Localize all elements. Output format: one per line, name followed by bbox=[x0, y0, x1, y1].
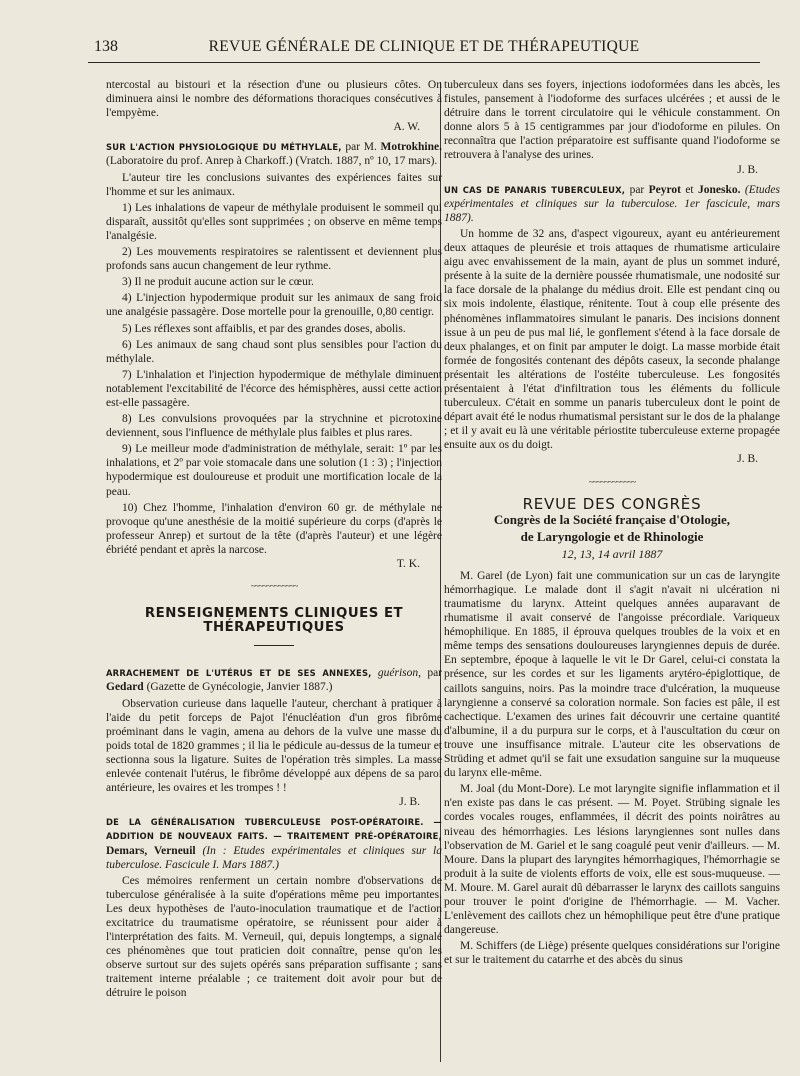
list-item: 1) Les inhalations de vapeur de méthylale produisent le sommeil qui disparaît, aussitôt qu'elles sont supprimées ; on observe en même temps l'analgésie. bbox=[106, 201, 442, 242]
article-author: Jonesko. bbox=[698, 183, 741, 196]
article-author: Gedard bbox=[106, 681, 144, 694]
paragraph: Un homme de 32 ans, d'aspect vigoureux, ayant eu antérieurement deux attaques de pleurésie et trois attaques de rhumatisme articulaire aigu avec envahissement de la main, ayant de plus un sommet induré, présente à la suite de la dernière poussée rhumatismale, une nodosité sur la face dorsale de la phalange du médius droit. Elle est pendant cinq ou six mois indolente, élastique, rénitente. Tout à coup elle présente des phénomènes inflammatoires simulant le panaris. Des incisions donnent issue à un peu de pus mal lié, le gonflement s'étend à la face dorsale de deux phalanges, et on finit par amputer le doigt. La masse morbide était formée de fongosités contenant des dépôts caseux, la seconde phalange présentait les altérations de l'ostéite tuberculeuse. Les fongosités présentaient à l'état d'infiltration tous les éléments du follicule tuberculeux. C'était en somme un panaris tuberculeux dont le point de départ avait été le nodus rhumatismal persistant sur le dos de la phalange ; et il y avait eu là une véritable périostite tuberculeuse externe propagée ensuite aux os du doigt. J. B. bbox=[444, 227, 780, 466]
page-header bbox=[88, 36, 760, 63]
continued-paragraph: ntercostal au bistouri et la résection d'une ou plusieurs côtes. On diminuera ainsi le nombre des déformations thoraciques consécutives à l'empyème. A. W. bbox=[106, 79, 442, 134]
article-reference: (Laboratoire du prof. Anrep à Charkoff.) (Vratch. 1887, nº 10, 17 mars). bbox=[106, 155, 438, 168]
signature: J. B. bbox=[399, 796, 420, 809]
list-item: 3) Il ne produit aucune action sur le cœur. bbox=[122, 276, 314, 289]
paragraph: Observation curieuse dans laquelle l'auteur, cherchant à pratiquer à l'aide du petit forceps de Pajot l'énucléation d'un gros fibrôme proéminant dans le vagin, amena au dehors de la vulve une masse du poids total de 1820 grammes ; il lia le pédicule au-dessus de la tumeur et sectionna sous la ligature. Suites de l'opération très simples. La masse enlevée contenait l'utérus, le fibrôme développé aux dépens de sa paroi antérieure, les ovaires et les trompes ! ! J. B. bbox=[106, 697, 442, 809]
section-rule bbox=[254, 645, 294, 646]
congres-subtitle: Congrès de la Société française d'Otologie, bbox=[493, 511, 731, 527]
section-title-congres: REVUE DES CONGRÈS bbox=[522, 494, 702, 513]
article-authors: Demars, Verneuil bbox=[106, 844, 196, 857]
list-item: 2) Les mouvements respiratoires se ralentissent et deviennent plus profonds sans aucun changement de leur rythme. bbox=[106, 246, 442, 273]
congres-date: 12, 13, 14 avril 1887 bbox=[561, 546, 663, 561]
list-item: 10) Chez l'homme, l'inhalation d'environ 60 gr. de méthylale ne provoque qu'une anesthésie de la moitié supérieure du corps (d'après le professeur Anrep) et surtout de la tête (d'après l'auteur) et une légère ébriété pendant et après la narcose. T. K. bbox=[106, 501, 442, 570]
list-item: 6) Les animaux de sang chaud sont plus sensibles pour l'action du méthylale. bbox=[106, 338, 442, 365]
article-title-caps: UN CAS DE PANARIS TUBERCULEUX, bbox=[444, 184, 626, 195]
continued-paragraph: tuberculeux dans ses foyers, injections iodoformées dans les abcès, les fistules, pansement à l'iodoforme des surfaces ulcérées ; et aussi de le détruire dans le torrent circulatoire qui le véhicule constamment. On donne alors 5 à 15 centigrammes par jour d'iodoforme en pilules. On reconnaîtra que l'action préparatoire est suffisante quand l'iodoforme se retrouvera à l'analyse des urines. J. B. bbox=[444, 79, 780, 176]
signature: J. B. bbox=[737, 163, 758, 176]
article-author: Motrokhine. bbox=[380, 141, 442, 154]
signature: A. W. bbox=[393, 121, 420, 134]
list-item: 9) Le meilleur mode d'administration de méthylale, serait: 1º par les inhalations, et 2º par voie stomacale dans une solution (1 : 3) ; l'injection hypodermique est douloureuse et produit une mortification locale de la peau. bbox=[106, 443, 442, 498]
paragraph: L'auteur tire les conclusions suivantes des expériences faites sur l'homme et sur les animaux. bbox=[106, 171, 442, 198]
article-reference: (In : Etudes expérimentales et cliniques sur la tuberculose. Fascicule I. Mars 1887.) bbox=[106, 844, 442, 871]
left-column bbox=[106, 78, 442, 1003]
signature: J. B. bbox=[737, 453, 758, 466]
ornament-divider: ~~~~~~~~~~~~ bbox=[250, 581, 298, 592]
congres-subtitle: de Laryngologie et de Rhinologie bbox=[520, 528, 704, 544]
paragraph: M. Joal (du Mont-Dore). Le mot laryngite signifie inflammation et il n'en existe pas dans le cas présent. — M. Poyet. Strübing signale les cordes vocales rouges, enflammées, il décrit des points noirâtres au niveau des hémorrhagies. Les lésions laryngiennes sont nulles dans l'observation de M. Gariel et le sang coagulé peut venir d'ailleurs. — M. Moure. Dans la plupart des laryngites hémorrhagiques, l'hémorrhagie se produit à la suite de violents efforts de voix, elle est sous-muqueuse. — M. Moure. M. Garel aurait dû débarrasser le larynx des caillots sanguins pour trouver le point d'origine de l'hémorrhagie. — M. Vacher. L'enlèvement des caillots chez un hémophilique peut être d'une pratique dangereuse. bbox=[444, 783, 780, 937]
article-heading-panaris: UN CAS DE PANARIS TUBERCULEUX, par Peyrot et Jonesko. (Etudes expérimentales et cliniques sur la tuberculose. 1er fascicule, mars 1887). bbox=[444, 183, 780, 224]
article-title-caps: SUR L'ACTION PHYSIOLOGIQUE DU MÉTHYLALE, bbox=[106, 142, 342, 153]
right-column bbox=[444, 78, 780, 969]
article-title-caps: DE LA GÉNÉRALISATION TUBERCULEUSE POST-OPÉRATOIRE. — ADDITION DE NOUVEAUX FAITS. — TRAITEMENT PRÉ-OPÉRATOIRE, bbox=[106, 817, 442, 842]
page-number: 138 bbox=[94, 38, 118, 55]
running-title: REVUE GÉNÉRALE DE CLINIQUE ET DE THÉRAPEUTIQUE bbox=[208, 38, 640, 55]
article-heading-tuberculose bbox=[106, 815, 442, 871]
paragraph: M. Garel (de Lyon) fait une communication sur un cas de laryngite hémorrhagique. Le malade dont il s'agit n'avait ni ulcération ni traumatisme du larynx. Atteint quelques années auparavant de rhumatisme il avait conservé de l'angoisse précordiale. Variqueux hémophilique. En 1885, il éprouva quelques troubles de la voix et en même temps des sensations douloureuses laryngiennes depuis de durée. En septembre, époque à laquelle le vit le Dr Garel, celui-ci constata la présence, sur les cordes et sur les ligaments arytéro-épiglottique, de caillots sanguins, noirs. Pas la moindre trace d'ulcération, la muqueuse laryngienne a conservé sa coloration normale. Son facies est pâle, il est cachectique. L'examen des urines fait découvrir une certaine quantité d'albumine, il a du purpura sur le corps, et à l'auscultation du cœur on trouve une insuffisance mitrale. L'auteur cite les observations de Strüding et admet qu'il se fait une exsudation sanguine sur la muqueuse du larynx elle-même. bbox=[444, 569, 780, 780]
article-heading-uterus: ARRACHEMENT DE L'UTÉRUS ET DE SES ANNEXES, guérison, par Gedard (Gazette de Gynécologie, Janvier 1887.) bbox=[106, 667, 443, 694]
list-item: 4) L'injection hypodermique produit sur les animaux de sang froid une analgésie passagère. Dose mortelle pour la grenouille, 0,80 centigr. bbox=[106, 292, 442, 319]
article-reference: (Etudes expérimentales et cliniques sur la tuberculose. 1er fascicule, mars 1887). bbox=[444, 183, 780, 224]
paragraph: Ces mémoires renferment un certain nombre d'observations de tuberculose généralisée à la suite d'opérations même peu importantes. Les deux hypothèses de l'auto-inoculation traumatique et de l'action excitatrice du traumatisme opératoire, se réunissent pour aider à l'interprétation des faits. M. Verneuil, qui, depuis longtemps, a signalé ces phénomènes que tout praticien doit connaître, pense qu'on les observe surtout sur des sujets opérés sans préparation suffisante ; sans traitement interne préalable ; ce traitement doit avoir pour but de détruire le poison bbox=[106, 874, 442, 1000]
section-title: RENSEIGNEMENTS CLINIQUES ET THÉRAPEUTIQUES bbox=[144, 606, 404, 636]
article-title-caps: ARRACHEMENT DE L'UTÉRUS ET DE SES ANNEXES, bbox=[106, 668, 372, 679]
paragraph: M. Schiffers (de Liège) présente quelques considérations sur l'origine et sur le traitement du catarrhe et des abcès du sinus bbox=[444, 940, 780, 967]
article-reference: (Gazette de Gynécologie, Janvier 1887.) bbox=[143, 681, 333, 694]
article-author: Peyrot bbox=[648, 183, 681, 196]
list-item: 5) Les réflexes sont affaiblis, et par des grandes doses, abolis. bbox=[122, 322, 406, 335]
list-item: 8) Les convulsions provoquées par la strychnine et picrotoxine deviennent, sous l'influence de méthylale plus faibles et plus rares. bbox=[106, 413, 442, 440]
list-item: 7) L'inhalation et l'injection hypodermique de méthylale diminuent notablement l'excitabilité de l'écorce des hémisphères, aussi cette action est-elle passagère. bbox=[106, 368, 442, 409]
ornament-divider: ~~~~~~~~~~~~ bbox=[588, 476, 636, 487]
article-heading-methylale: SUR L'ACTION PHYSIOLOGIQUE DU MÉTHYLALE, par M. Motrokhine. (Laboratoire du prof. Anrep à Charkoff.) (Vratch. 1887, nº 10, 17 mars). bbox=[106, 141, 442, 168]
signature: T. K. bbox=[396, 558, 420, 570]
